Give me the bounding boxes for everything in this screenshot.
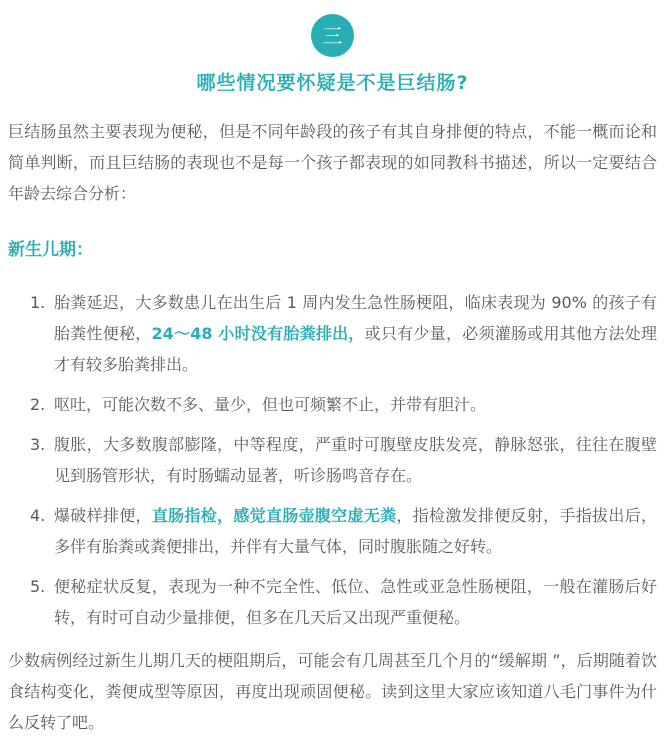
list-item-text-pre: 胎粪延迟，大多数患儿在出生后 1 周内发生急性肠梗阻，临床表现为 90% 的孩子有胎粪性便秘， (54, 293, 657, 343)
list-item (30, 500, 657, 562)
section-number-text: 三 (322, 23, 343, 48)
list-item-text-post: ，指检激发排便反射，手指拔出后，多伴有胎粪或粪便排出，并伴有大量气体，同时腹胀随之好转。 (54, 506, 657, 556)
section-number-badge (311, 14, 354, 57)
section-heading-newborn: 新生儿期： (8, 240, 93, 260)
closing-paragraph: 少数病例经过新生儿期几天的梗阻期后，可能会有几周甚至几个月的“缓解期 ”，后期随着饮食结构变化，粪便成型等原因，再度出现顽固便秘。读到这里大家应该知道八毛门事件为什么反转了吧。 (8, 651, 657, 732)
list-item-number: 5. (30, 577, 46, 596)
list-item-text-pre: 腹胀，大多数腹部膨隆，中等程度，严重时可腹壁皮肤发亮，静脉怒张，往往在腹壁见到肠管形状，有时肠蠕动显著，听诊肠鸣音存在。 (54, 435, 657, 485)
list-item-text-post: 或只有少量，必须灌肠或用其他方法处理才有较多胎粪排出。 (54, 324, 657, 374)
list-item-text-pre: 呕吐，可能次数不多、量少，但也可频繁不止，并带有胆汁。 (54, 395, 487, 414)
list-item-number: 4. (30, 506, 46, 525)
list-item (30, 389, 657, 420)
list-item-number: 3. (30, 435, 46, 454)
highlight-text: 直肠指检，感觉直肠壶腹空虚无粪 (151, 506, 397, 525)
list-item-text (54, 389, 657, 420)
list-item-text-pre: 便秘症状反复，表现为一种不完全性、低位、急性或亚急性肠梗阻，一般在灌肠后好转，有时可自动少量排便，但多在几天后又出现严重便秘。 (54, 577, 657, 627)
list-item-text (54, 429, 657, 491)
article-title: 哪些情况要怀疑是不是巨结肠? (196, 72, 469, 94)
intro-paragraph: 巨结肠虽然主要表现为便秘，但是不同年龄段的孩子有其自身排便的特点，不能一概而论和简单判断，而且巨结肠的表现也不是每一个孩子都表现的如同教科书描述，所以一定要结合年龄去综合分析： (8, 122, 657, 203)
highlight-text: 24～48 小时没有胎粪排出， (151, 324, 365, 343)
list-item (30, 571, 657, 633)
list-item-number: 1. (30, 293, 46, 312)
list-item (30, 429, 657, 491)
list-item-text (54, 287, 657, 380)
list-item-text (54, 500, 657, 562)
list-item-number: 2. (30, 395, 46, 414)
list-item (30, 287, 657, 380)
list-item-text (54, 571, 657, 633)
list-item-text-pre: 爆破样排便， (54, 506, 152, 525)
symptom-list (8, 287, 657, 633)
